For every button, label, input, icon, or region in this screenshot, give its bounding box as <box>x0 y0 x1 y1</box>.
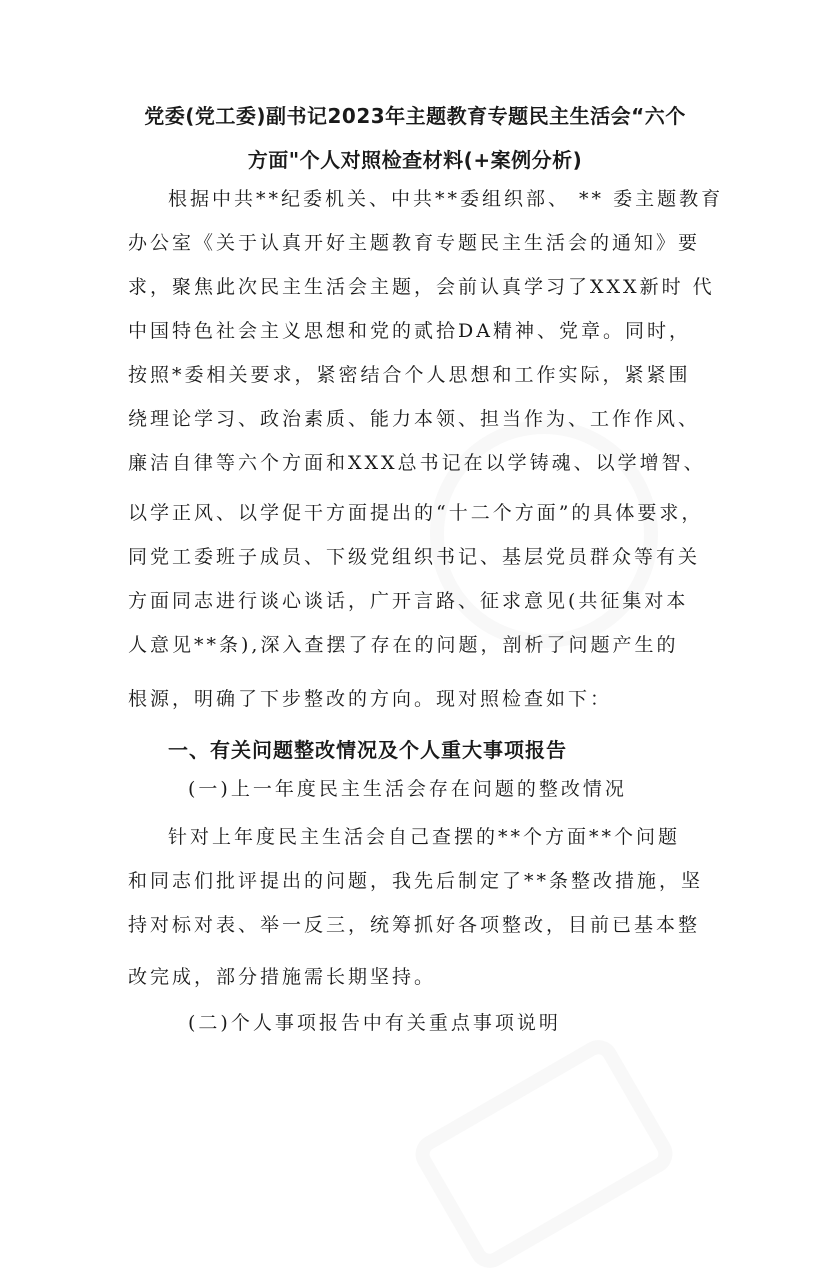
watermark-seal <box>408 1033 679 1275</box>
paragraph-line: 中国特色社会主义思想和党的贰拾DA精神、党章。同时， <box>128 320 691 342</box>
paragraph-line: 廉洁自律等六个方面和XXX总书记在以学铸魂、以学增智、 <box>128 452 706 474</box>
paragraph-line: 同党工委班子成员、下级党组织书记、基层党员群众等有关 <box>128 546 701 568</box>
paragraph-line: 求，聚焦此次民主生活会主题，会前认真学习了XXX新时 代 <box>128 276 715 298</box>
paragraph-line: 以学正风、以学促干方面提出的“十二个方面”的具体要求， <box>128 502 704 524</box>
section-heading: 一、有关问题整改情况及个人重大事项报告 <box>168 738 567 762</box>
paragraph-line: 根源，明确了下步整改的方向。现对照检查如下： <box>128 688 613 710</box>
paragraph-line: 持对标对表、举一反三，统筹抓好各项整改，目前已基本整 <box>128 914 701 936</box>
paragraph-line: 绕理论学习、政治素质、能力本领、担当作为、工作作风、 <box>128 408 701 430</box>
paragraph-line: 方面同志进行谈心谈话，广开言路、征求意见(共征集对本 <box>128 590 689 612</box>
paragraph-line: 按照*委相关要求，紧密结合个人思想和工作实际，紧紧围 <box>128 364 691 386</box>
paragraph-line: 和同志们批评提出的问题，我先后制定了**条整改措施，坚 <box>128 870 704 892</box>
paragraph-line: 针对上年度民主生活会自己查摆的**个方面**个问题 <box>168 826 681 848</box>
paragraph-line: 根据中共**纪委机关、中共**委组织部、 ** 委主题教育 <box>168 188 724 210</box>
subsection-heading: (一)上一年度民主生活会存在问题的整改情况 <box>188 778 627 800</box>
subsection-heading: (二)个人事项报告中有关重点事项说明 <box>188 1012 561 1034</box>
paragraph-line: 办公室《关于认真开好主题教育专题民主生活会的通知》要 <box>128 232 701 254</box>
document-title-line2: 方面"个人对照检查材料(+案例分析) <box>247 148 583 172</box>
paragraph-line: 人意见**条),深入查摆了存在的问题，剖析了问题产生的 <box>128 634 679 656</box>
document-title-line1: 党委(党工委)副书记2023年主题教育专题民主生活会“六个 <box>144 104 686 128</box>
paragraph-line: 改完成，部分措施需长期坚持。 <box>128 966 437 988</box>
